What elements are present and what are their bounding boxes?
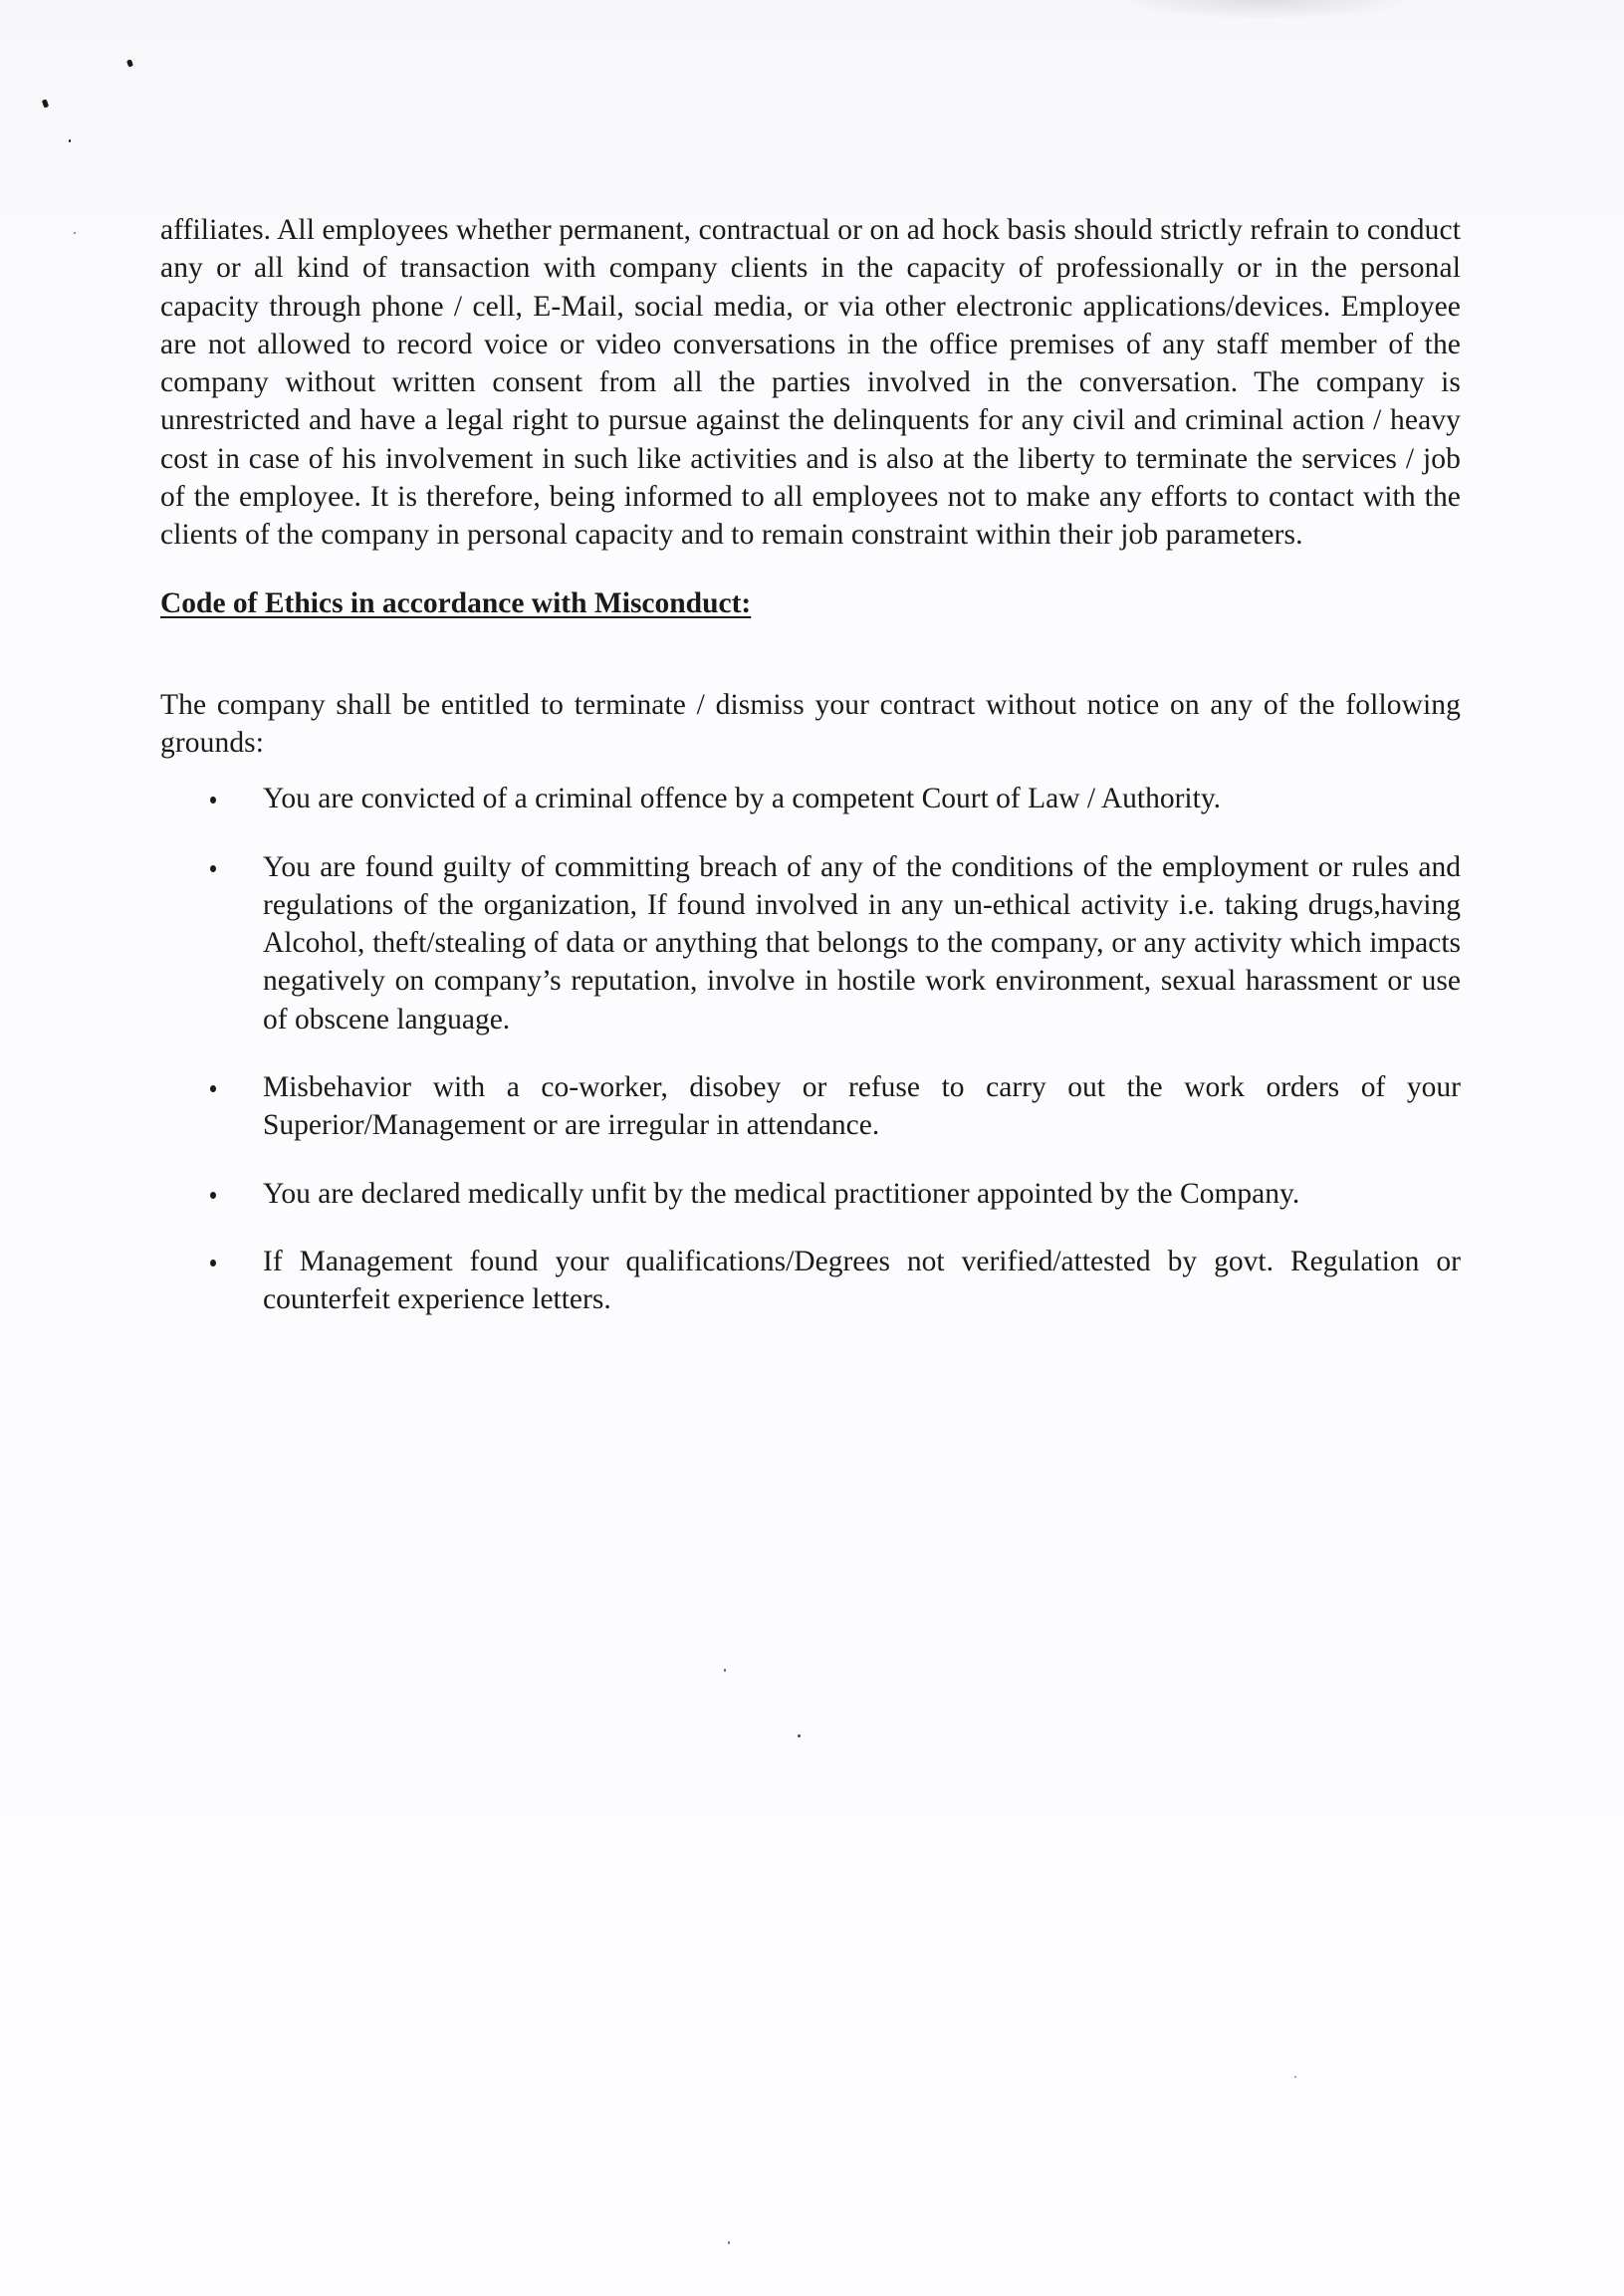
scan-shadow — [1115, 0, 1414, 20]
list-item-text: If Management found your qualifications/Degrees not verified/attested by govt. Regulation or counterfeit experience letters. — [263, 1245, 1461, 1316]
list-item-text: You are convicted of a criminal offence by a competent Court of Law / Authority. — [263, 783, 1222, 815]
list-item-text: Misbehavior with a co-worker, disobey or refuse to carry out the work orders of your Superior/Management or are irregular in attendance. — [263, 1071, 1461, 1142]
bullet-icon — [210, 865, 216, 872]
scan-speck — [74, 232, 76, 234]
scan-speck — [42, 99, 49, 108]
intro-paragraph: The company shall be entitled to terminate / dismiss your contract without notice on any of the following grounds: — [160, 688, 1461, 759]
scan-speck — [1294, 2076, 1296, 2078]
list-item — [160, 1175, 1461, 1213]
bullet-icon — [210, 1192, 216, 1199]
scan-speck — [728, 2241, 730, 2244]
list-item — [160, 1068, 1461, 1145]
scan-speck — [69, 139, 71, 142]
scan-speck — [798, 1734, 801, 1737]
section-heading: Code of Ethics in accordance with Misconduct: — [160, 586, 752, 619]
list-item — [160, 780, 1461, 817]
list-item-text: You are declared medically unfit by the medical practitioner appointed by the Company. — [263, 1177, 1300, 1210]
bullet-icon — [210, 797, 216, 804]
scan-speck — [724, 1669, 726, 1672]
document-body — [160, 211, 1461, 1349]
bullet-icon — [210, 1260, 216, 1266]
opening-paragraph: affiliates. All employees whether permanent, contractual or on ad hock basis should strictly refrain to conduct any or all kind of transaction with company clients in the capacity of professionally or in the personal capacity through phone / cell, E-Mail, social media, or via other electronic applications/devices. Employee are not allowed to record voice or video conversations in the office premises of any staff member of the company without written consent from all the parties involved in the conversation. The company is unrestricted and have a legal right to pursue against the delinquents for any civil and criminal action / heavy cost in case of his involvement in such like activities and is also at the liberty to terminate the services / job of the employee. It is therefore, being informed to all employees not to make any efforts to contact with the clients of the company in personal capacity and to remain constraint within their job parameters. — [160, 214, 1461, 552]
termination-grounds-list — [160, 780, 1461, 1318]
scan-speck — [126, 59, 133, 67]
list-item-text: You are found guilty of committing breach of any of the conditions of the employment or rules and regulations of the organization, If found involved in any un-ethical activity i.e. taking drugs,having Alcohol, theft/stealing of data or anything that belongs to the company, or any activity which impacts negatively on company’s reputation, involve in hostile work environment, sexual harassment or use of obscene language. — [263, 850, 1461, 1035]
list-item — [160, 848, 1461, 1038]
list-item — [160, 1243, 1461, 1319]
bullet-icon — [210, 1085, 216, 1092]
